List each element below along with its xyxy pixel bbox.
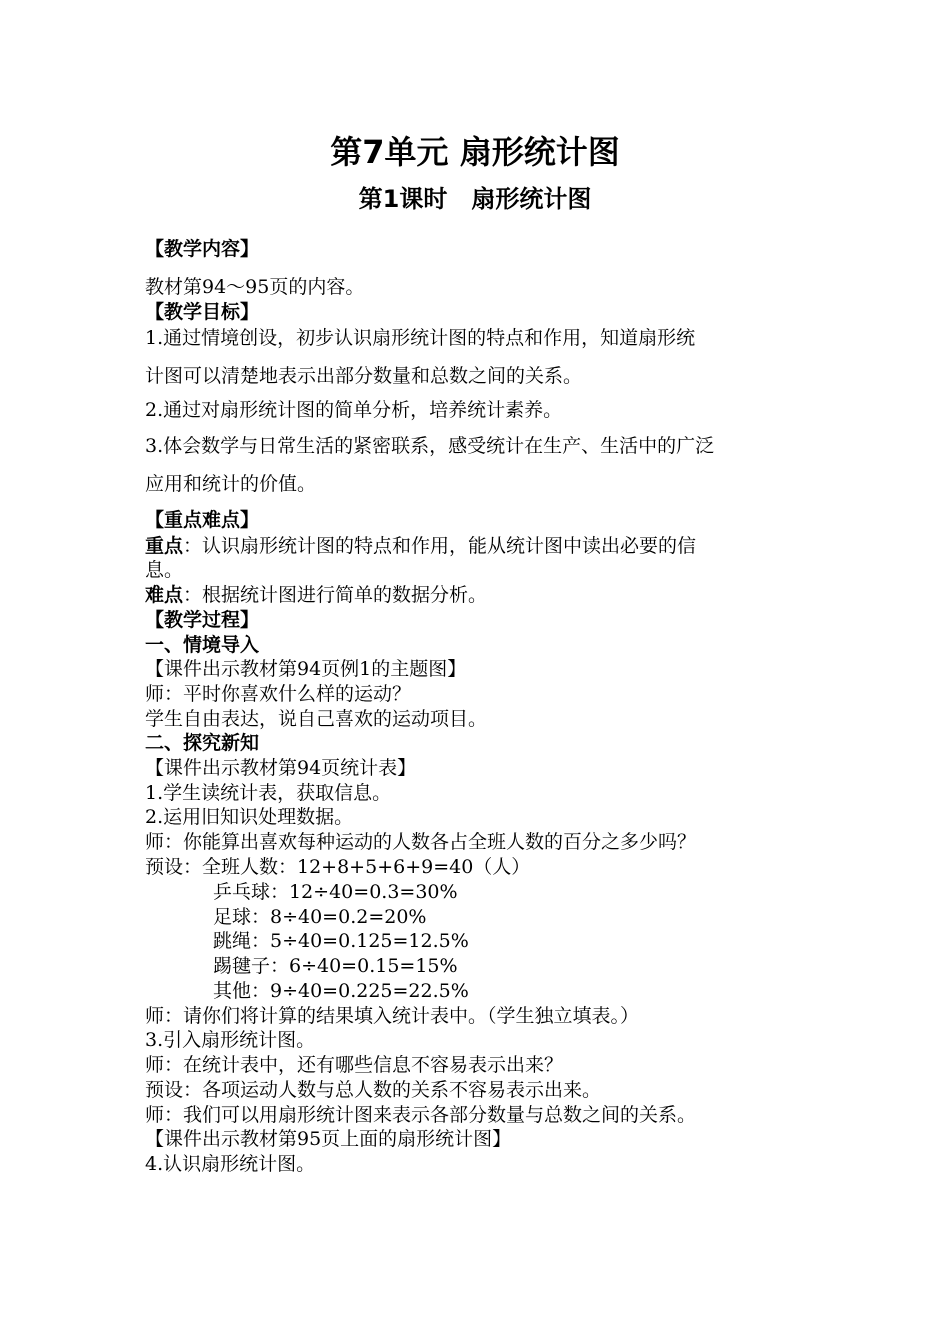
heading-teaching-process: 【教学过程】 — [145, 609, 260, 631]
goal-2: 2.通过对扇形统计图的简单分析，培养统计素养。 — [145, 399, 563, 421]
key-point-label: 重点 — [145, 535, 184, 557]
part-2-line-9: 预设：各项运动人数与总人数的关系不容易表示出来。 — [145, 1079, 602, 1101]
calc-line-shuttlecock: 踢毽子：6÷40=0.15=15% — [213, 955, 458, 977]
part-2-line-3: 2.运用旧知识处理数据。 — [145, 806, 354, 828]
teaching-content-text: 教材第94～95页的内容。 — [145, 276, 365, 298]
calc-line-pingpong: 乒乓球：12÷40=0.3=30% — [213, 881, 458, 903]
part-2-line-6: 师：请你们将计算的结果填入统计表中。（学生独立填表。） — [145, 1005, 640, 1027]
part-2-line-10: 师：我们可以用扇形统计图来表示各部分数量与总数之间的关系。 — [145, 1104, 697, 1126]
part-2-line-4: 师：你能算出喜欢每种运动的人数各占全班人数的百分之多少吗？ — [145, 831, 697, 853]
calc-line-football: 足球：8÷40=0.2=20% — [213, 906, 427, 928]
goal-3-line-2: 应用和统计的价值。 — [145, 473, 317, 495]
part-2-line-2: 1.学生读统计表，获取信息。 — [145, 782, 392, 804]
unit-title: 第7单元 扇形统计图 — [330, 133, 620, 171]
key-point-text: ：认识扇形统计图的特点和作用，能从统计图中读出必要的信 — [183, 535, 697, 557]
difficulty-label: 难点 — [145, 584, 184, 606]
heading-teaching-goals: 【教学目标】 — [145, 301, 260, 323]
key-point-line-1 — [145, 534, 835, 559]
part-1-line-2: 师：平时你喜欢什么样的运动？ — [145, 683, 412, 705]
part-2-line-12: 4.认识扇形统计图。 — [145, 1153, 316, 1175]
calc-line-rope: 跳绳：5÷40=0.125=12.5% — [213, 930, 469, 952]
difficulty-line — [145, 583, 835, 608]
part-2-line-11: 【课件出示教材第95页上面的扇形统计图】 — [145, 1128, 512, 1150]
key-point-line-2: 息。 — [145, 559, 184, 581]
heading-key-points: 【重点难点】 — [145, 509, 260, 531]
lesson-title: 第1课时 扇形统计图 — [358, 185, 592, 213]
part-1-heading: 一、情境导入 — [145, 634, 260, 656]
part-2-heading: 二、探究新知 — [145, 732, 260, 754]
goal-1-line-1: 1.通过情境创设，初步认识扇形统计图的特点和作用，知道扇形统 — [145, 327, 696, 349]
part-2-line-5: 预设：全班人数：12+8+5+6+9=40（人） — [145, 856, 531, 878]
goal-1-line-2: 计图可以清楚地表示出部分数量和总数之间的关系。 — [145, 365, 583, 387]
heading-teaching-content: 【教学内容】 — [145, 238, 260, 260]
difficulty-text: ：根据统计图进行简单的数据分析。 — [183, 584, 488, 606]
part-1-line-1: 【课件出示教材第94页例1的主题图】 — [145, 658, 467, 680]
goal-3-line-1: 3.体会数学与日常生活的紧密联系，感受统计在生产、生活中的广泛 — [145, 435, 715, 457]
part-2-line-1: 【课件出示教材第94页统计表】 — [145, 757, 417, 779]
calc-line-other: 其他：9÷40=0.225=22.5% — [213, 980, 469, 1002]
part-1-line-3: 学生自由表达，说自己喜欢的运动项目。 — [145, 708, 488, 730]
part-2-line-7: 3.引入扇形统计图。 — [145, 1029, 316, 1051]
part-2-line-8: 师：在统计表中，还有哪些信息不容易表示出来？ — [145, 1054, 564, 1076]
